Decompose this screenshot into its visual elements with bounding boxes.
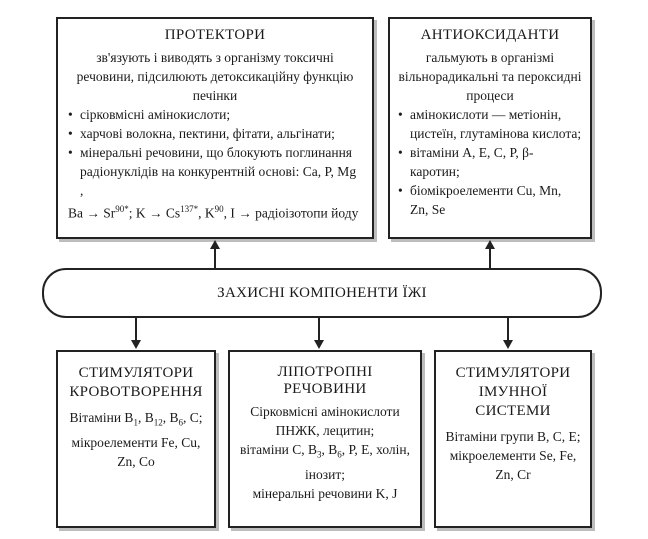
- lipotropic-minerals: мінеральні речовини K, J: [252, 485, 398, 501]
- protectors-list: [68, 105, 362, 200]
- arrow-up-icon: [485, 240, 495, 249]
- antioxidants-title: АНТИОКСИДАНТИ: [420, 27, 560, 43]
- antioxidants-item: • амінокислоти — метіонін, цистеїн, глутамінова кислота;: [398, 105, 582, 143]
- connector-line-down-right: [507, 318, 509, 342]
- protectors-box: [56, 17, 374, 239]
- lip-b6-sub: 6: [337, 449, 342, 460]
- formula-ba: Ba → Sr: [68, 205, 116, 221]
- lipotropic-line1: Сірковмісні амінокислоти: [250, 404, 400, 419]
- lipotropic-line2: ПНЖК, лецитин;: [275, 423, 375, 438]
- b6-prefix: , B: [162, 410, 179, 425]
- protective-components-banner: [42, 268, 602, 318]
- b1-sub: 1: [133, 417, 138, 428]
- lipotropic-box: [228, 350, 422, 528]
- b12-prefix: , B: [137, 410, 154, 425]
- formula-k: ; K → Cs: [128, 205, 181, 221]
- center-title: ЗАХИСНІ КОМПОНЕНТИ ЇЖІ: [217, 284, 427, 301]
- antioxidants-box: [388, 17, 592, 239]
- hematopoiesis-micro: мікроелементи Fe, Cu, Zn, Co: [71, 434, 201, 469]
- immune-box: [434, 350, 592, 528]
- connector-line-left-up: [214, 248, 216, 269]
- protectors-item: • мінеральні речовини, що блокують поглинання радіонуклідів на конкурентній основі: Ca, P, Mg ,: [68, 143, 362, 200]
- protectors-item: • харчові волокна, пектини, фітати, альгінати;: [68, 124, 362, 143]
- protectors-title: ПРОТЕКТОРИ: [164, 27, 266, 43]
- immune-title: СТИМУЛЯТОРИ ІМУННОЇ СИСТЕМИ: [455, 365, 571, 419]
- arrow-up-icon: [210, 240, 220, 249]
- hematopoiesis-box: [56, 350, 216, 528]
- connector-line-right-up: [489, 248, 491, 269]
- formula-k2: , K: [198, 205, 215, 221]
- connector-line-down-left: [135, 318, 137, 342]
- lip-vit-prefix: вітаміни С, B: [239, 442, 318, 457]
- hematopoiesis-vitamins: [66, 408, 206, 433]
- lip-b6-prefix: , B: [321, 442, 338, 457]
- arrow-down-icon: [314, 340, 324, 349]
- antioxidants-item: • біомікроелементи Cu, Mn, Zn, Se: [398, 181, 582, 219]
- lipotropic-title: ЛІПОТРОПНІ РЕЧОВИНИ: [277, 364, 373, 397]
- antioxidants-intro: гальмують в організмі вільнорадикальні та пероксидні процеси: [398, 50, 582, 103]
- b12-sub: 12: [153, 417, 163, 428]
- antioxidants-item: • вітаміни А, Е, С, Р, β-каротин;: [398, 143, 582, 181]
- arrow-down-icon: [503, 340, 513, 349]
- formula-sr-sup: 90*: [115, 204, 129, 214]
- hematopoiesis-title: СТИМУЛЯТОРИ КРОВОТВОРЕННЯ: [69, 365, 203, 400]
- arrow-down-icon: [131, 340, 141, 349]
- vit-prefix: Вітаміни B: [69, 410, 134, 425]
- formula-k-sup: 90: [214, 204, 224, 214]
- vit-suffix: , C;: [182, 410, 203, 425]
- protectors-formula: [68, 200, 362, 223]
- lipotropic-vitamins: [236, 440, 414, 484]
- formula-cs-sup: 137*: [180, 204, 199, 214]
- antioxidants-list: [398, 105, 582, 219]
- b6-sub: 6: [178, 417, 183, 428]
- protectors-intro: зв'язують і виводять з організму токсичні речовини, підсилюють детоксикаційну функцію печінки: [76, 50, 354, 103]
- immune-line1: Вітаміни групи В, С, Е;: [445, 429, 581, 444]
- connector-line-down-center: [318, 318, 320, 342]
- formula-rest: , I → радіоізотопи йоду: [223, 205, 359, 221]
- b3-sub: 3: [317, 449, 322, 460]
- lip-vit-suffix: , Р, Е, холін, інозит;: [305, 442, 411, 482]
- protectors-item: • сірковмісні амінокислоти;: [68, 105, 362, 124]
- immune-line2: мікроелементи Se, Fe, Zn, Cr: [449, 448, 577, 482]
